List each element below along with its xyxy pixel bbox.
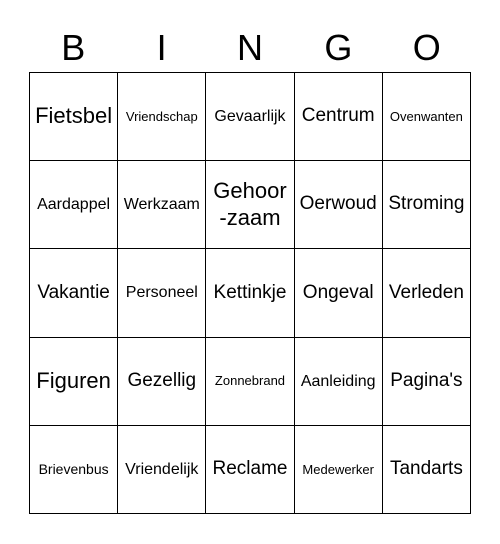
bingo-cell[interactable] — [30, 426, 118, 514]
bingo-cell[interactable] — [383, 249, 471, 337]
bingo-header — [29, 24, 471, 72]
bingo-cell-text: Fietsbel — [35, 103, 113, 129]
bingo-cell[interactable] — [118, 73, 206, 161]
bingo-cell-text: Gevaarlijk — [214, 108, 286, 125]
bingo-cell-text: Aardappel — [37, 196, 111, 214]
bingo-cell[interactable] — [118, 426, 206, 514]
bingo-cell-text: Pagina's — [390, 369, 463, 391]
bingo-cell-text: Centrum — [301, 105, 375, 127]
bingo-cell[interactable] — [295, 73, 383, 161]
bingo-cell-text: Ovenwanten — [389, 108, 463, 124]
bingo-cell[interactable] — [30, 249, 118, 337]
bingo-cell-text: Medewerker — [302, 461, 374, 477]
bingo-cell-text: Gezellig — [127, 369, 197, 391]
bingo-cell[interactable] — [30, 73, 118, 161]
bingo-cell-text: Zonnebrand — [214, 373, 286, 389]
header-letter-n: N — [236, 27, 263, 68]
bingo-cell-text: Werkzaam — [123, 196, 200, 214]
bingo-grid — [29, 72, 471, 514]
bingo-cell-text: Kettinkje — [213, 281, 287, 303]
bingo-cell[interactable] — [383, 73, 471, 161]
bingo-cell-text: Vriendschap — [125, 108, 198, 124]
bingo-cell[interactable] — [30, 161, 118, 249]
bingo-cell-text: Reclame — [212, 457, 288, 479]
bingo-cell-text: Stroming — [388, 193, 465, 215]
bingo-cell-text: Gehoor -zaam — [213, 178, 287, 230]
bingo-cell[interactable] — [295, 161, 383, 249]
bingo-cell-text: Ongeval — [302, 281, 374, 303]
header-letter-o: O — [412, 27, 441, 68]
header-letter-i: I — [156, 27, 167, 68]
bingo-cell-text: Vakantie — [37, 281, 110, 303]
bingo-cell[interactable] — [206, 426, 294, 514]
bingo-cell-text: Verleden — [388, 281, 464, 303]
bingo-cell[interactable] — [295, 426, 383, 514]
bingo-cell-text: Personeel — [125, 284, 198, 302]
bingo-cell[interactable] — [118, 249, 206, 337]
bingo-cell[interactable] — [118, 338, 206, 426]
bingo-cell-text: Aanleiding — [300, 372, 376, 390]
bingo-cell[interactable] — [30, 338, 118, 426]
bingo-cell[interactable] — [383, 426, 471, 514]
bingo-cell[interactable] — [206, 249, 294, 337]
bingo-cell[interactable] — [383, 338, 471, 426]
bingo-cell[interactable] — [118, 161, 206, 249]
bingo-cell[interactable] — [295, 249, 383, 337]
bingo-cell-text: Figuren — [36, 368, 111, 393]
bingo-cell-text: Tandarts — [389, 457, 463, 479]
bingo-cell[interactable] — [206, 73, 294, 161]
bingo-cell[interactable] — [206, 161, 294, 249]
bingo-cell[interactable] — [383, 161, 471, 249]
header-letter-g: G — [324, 27, 353, 68]
bingo-cell[interactable] — [295, 338, 383, 426]
bingo-cell-text: Brievenbus — [38, 460, 109, 477]
header-letter-b: B — [61, 27, 86, 68]
bingo-cell-text: Oerwoud — [299, 193, 377, 215]
bingo-cell-text: Vriendelijk — [125, 460, 199, 478]
bingo-cell[interactable] — [206, 338, 294, 426]
